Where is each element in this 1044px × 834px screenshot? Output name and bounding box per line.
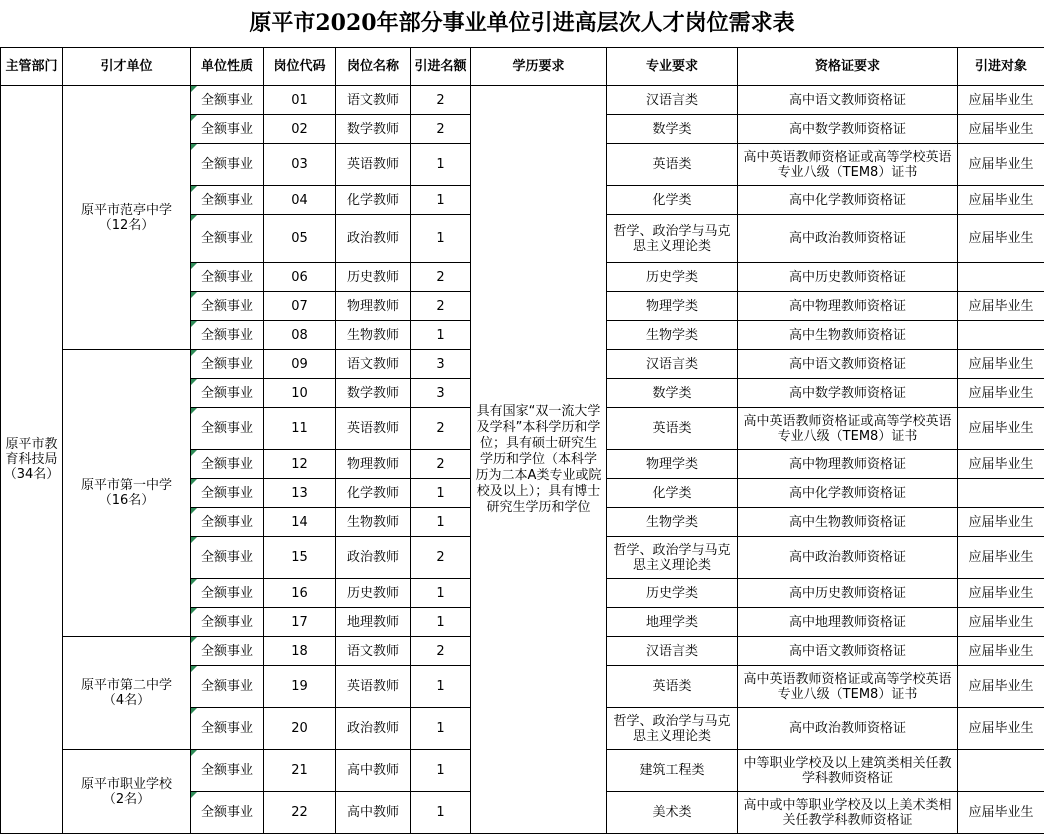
nature-cell: 全额事业 [191, 292, 264, 321]
major-cell: 生物学类 [607, 508, 738, 537]
quota-cell: 2 [411, 115, 471, 144]
major-cell: 英语类 [607, 408, 738, 450]
unit-cell [63, 637, 191, 750]
target-cell: 应届毕业生 [958, 579, 1044, 608]
post-cell: 物理教师 [336, 292, 411, 321]
target-cell: 应届毕业生 [958, 608, 1044, 637]
target-cell: 应届毕业生 [958, 379, 1044, 408]
unit-name: 原平市第二中学 [65, 678, 188, 693]
quota-cell: 2 [411, 537, 471, 579]
major-cell: 地理学类 [607, 608, 738, 637]
nature-cell: 全额事业 [191, 379, 264, 408]
target-cell: 应届毕业生 [958, 537, 1044, 579]
nature-cell: 全额事业 [191, 321, 264, 350]
nature-cell: 全额事业 [191, 215, 264, 263]
nature-cell: 全额事业 [191, 708, 264, 750]
quota-cell: 1 [411, 579, 471, 608]
post-cell: 数学教师 [336, 115, 411, 144]
post-cell: 政治教师 [336, 537, 411, 579]
quota-cell: 1 [411, 144, 471, 186]
nature-cell: 全额事业 [191, 115, 264, 144]
post-cell: 语文教师 [336, 86, 411, 115]
cert-cell: 高中数学教师资格证 [738, 115, 958, 144]
code-cell: 22 [264, 792, 336, 834]
post-cell: 高中教师 [336, 792, 411, 834]
code-cell: 12 [264, 450, 336, 479]
target-cell: 应届毕业生 [958, 792, 1044, 834]
cert-cell: 高中物理教师资格证 [738, 292, 958, 321]
code-cell: 01 [264, 86, 336, 115]
quota-cell: 1 [411, 479, 471, 508]
target-cell: 应届毕业生 [958, 292, 1044, 321]
quota-cell: 1 [411, 792, 471, 834]
cert-cell: 高中或中等职业学校及以上美术类相关任教学科教师资格证 [738, 792, 958, 834]
cert-cell: 中等职业学校及以上建筑类相关任教学科教师资格证 [738, 750, 958, 792]
post-cell: 英语教师 [336, 408, 411, 450]
cert-cell: 高中历史教师资格证 [738, 579, 958, 608]
nature-cell: 全额事业 [191, 579, 264, 608]
target-cell: 应届毕业生 [958, 115, 1044, 144]
header-dept: 主管部门 [1, 48, 63, 86]
table-row [1, 86, 1044, 115]
major-cell: 化学类 [607, 479, 738, 508]
code-cell: 16 [264, 579, 336, 608]
target-cell: 应届毕业生 [958, 450, 1044, 479]
cert-cell: 高中语文教师资格证 [738, 350, 958, 379]
unit-count: （4名） [65, 693, 188, 708]
code-cell: 04 [264, 186, 336, 215]
quota-cell: 1 [411, 186, 471, 215]
unit-name: 原平市职业学校 [65, 777, 188, 792]
unit-name: 原平市第一中学 [65, 478, 188, 493]
page-title: 原平市2020年部分事业单位引进高层次人才岗位需求表 [0, 0, 1044, 47]
code-cell: 11 [264, 408, 336, 450]
target-cell: 应届毕业生 [958, 508, 1044, 537]
cert-cell: 高中物理教师资格证 [738, 450, 958, 479]
nature-cell: 全额事业 [191, 263, 264, 292]
code-cell: 07 [264, 292, 336, 321]
cert-cell: 高中政治教师资格证 [738, 708, 958, 750]
code-cell: 02 [264, 115, 336, 144]
target-cell: 应届毕业生 [958, 215, 1044, 263]
major-cell: 哲学、政治学与马克思主义理论类 [607, 537, 738, 579]
post-cell: 数学教师 [336, 379, 411, 408]
major-cell: 数学类 [607, 115, 738, 144]
post-cell: 英语教师 [336, 144, 411, 186]
code-cell: 19 [264, 666, 336, 708]
major-cell: 汉语言类 [607, 350, 738, 379]
header-cert: 资格证要求 [738, 48, 958, 86]
code-cell: 14 [264, 508, 336, 537]
major-cell: 生物学类 [607, 321, 738, 350]
post-cell: 语文教师 [336, 350, 411, 379]
target-cell: 应届毕业生 [958, 666, 1044, 708]
quota-cell: 3 [411, 350, 471, 379]
post-cell: 地理教师 [336, 608, 411, 637]
nature-cell: 全额事业 [191, 666, 264, 708]
cert-cell: 高中化学教师资格证 [738, 186, 958, 215]
code-cell: 03 [264, 144, 336, 186]
nature-cell: 全额事业 [191, 508, 264, 537]
education-requirement-cell: 具有国家“双一流大学及学科”本科学历和学位；具有硕士研究生学历和学位（本科学历为二本A类专业或院校及以上）；具有博士研究生学历和学位 [471, 86, 607, 834]
major-cell: 汉语言类 [607, 86, 738, 115]
nature-cell: 全额事业 [191, 350, 264, 379]
target-cell: 应届毕业生 [958, 408, 1044, 450]
quota-cell: 2 [411, 86, 471, 115]
quota-cell: 1 [411, 750, 471, 792]
target-cell: 应届毕业生 [958, 637, 1044, 666]
target-cell [958, 750, 1044, 792]
department-cell: 原平市教育科技局（34名） [1, 86, 63, 834]
post-cell: 历史教师 [336, 263, 411, 292]
major-cell: 建筑工程类 [607, 750, 738, 792]
post-cell: 高中教师 [336, 750, 411, 792]
code-cell: 08 [264, 321, 336, 350]
unit-cell [63, 350, 191, 637]
cert-cell: 高中数学教师资格证 [738, 379, 958, 408]
post-cell: 语文教师 [336, 637, 411, 666]
cert-cell: 高中英语教师资格证或高等学校英语专业八级（TEM8）证书 [738, 144, 958, 186]
code-cell: 05 [264, 215, 336, 263]
nature-cell: 全额事业 [191, 408, 264, 450]
major-cell: 化学类 [607, 186, 738, 215]
nature-cell: 全额事业 [191, 750, 264, 792]
header-nature: 单位性质 [191, 48, 264, 86]
major-cell: 美术类 [607, 792, 738, 834]
header-row [1, 48, 1044, 86]
nature-cell: 全额事业 [191, 537, 264, 579]
header-post: 岗位名称 [336, 48, 411, 86]
major-cell: 英语类 [607, 666, 738, 708]
unit-cell [63, 86, 191, 350]
post-cell: 化学教师 [336, 479, 411, 508]
major-cell: 历史学类 [607, 263, 738, 292]
nature-cell: 全额事业 [191, 186, 264, 215]
post-cell: 政治教师 [336, 708, 411, 750]
cert-cell: 高中生物教师资格证 [738, 508, 958, 537]
nature-cell: 全额事业 [191, 637, 264, 666]
major-cell: 英语类 [607, 144, 738, 186]
cert-cell: 高中政治教师资格证 [738, 215, 958, 263]
post-cell: 历史教师 [336, 579, 411, 608]
post-cell: 英语教师 [336, 666, 411, 708]
cert-cell: 高中英语教师资格证或高等学校英语专业八级（TEM8）证书 [738, 666, 958, 708]
nature-cell: 全额事业 [191, 792, 264, 834]
quota-cell: 2 [411, 292, 471, 321]
quota-cell: 1 [411, 666, 471, 708]
quota-cell: 2 [411, 263, 471, 292]
target-cell: 应届毕业生 [958, 144, 1044, 186]
target-cell: 应届毕业生 [958, 186, 1044, 215]
major-cell: 哲学、政治学与马克思主义理论类 [607, 708, 738, 750]
major-cell: 历史学类 [607, 579, 738, 608]
code-cell: 10 [264, 379, 336, 408]
quota-cell: 1 [411, 321, 471, 350]
nature-cell: 全额事业 [191, 479, 264, 508]
code-cell: 18 [264, 637, 336, 666]
quota-cell: 2 [411, 637, 471, 666]
code-cell: 21 [264, 750, 336, 792]
target-cell: 应届毕业生 [958, 86, 1044, 115]
post-cell: 生物教师 [336, 321, 411, 350]
cert-cell: 高中化学教师资格证 [738, 479, 958, 508]
quota-cell: 2 [411, 408, 471, 450]
code-cell: 17 [264, 608, 336, 637]
target-cell [958, 321, 1044, 350]
nature-cell: 全额事业 [191, 450, 264, 479]
unit-count: （2名） [65, 792, 188, 807]
quota-cell: 1 [411, 215, 471, 263]
quota-cell: 2 [411, 450, 471, 479]
post-cell: 物理教师 [336, 450, 411, 479]
major-cell: 汉语言类 [607, 637, 738, 666]
target-cell: 应届毕业生 [958, 350, 1044, 379]
recruitment-table [0, 47, 1044, 834]
header-unit: 引才单位 [63, 48, 191, 86]
code-cell: 20 [264, 708, 336, 750]
post-cell: 化学教师 [336, 186, 411, 215]
code-cell: 09 [264, 350, 336, 379]
post-cell: 生物教师 [336, 508, 411, 537]
code-cell: 13 [264, 479, 336, 508]
quota-cell: 1 [411, 708, 471, 750]
quota-cell: 1 [411, 508, 471, 537]
unit-name: 原平市范亭中学 [65, 203, 188, 218]
cert-cell: 高中语文教师资格证 [738, 637, 958, 666]
quota-cell: 1 [411, 608, 471, 637]
unit-count: （12名） [65, 218, 188, 233]
code-cell: 06 [264, 263, 336, 292]
code-cell: 15 [264, 537, 336, 579]
cert-cell: 高中英语教师资格证或高等学校英语专业八级（TEM8）证书 [738, 408, 958, 450]
header-quota: 引进名额 [411, 48, 471, 86]
cert-cell: 高中政治教师资格证 [738, 537, 958, 579]
header-major: 专业要求 [607, 48, 738, 86]
nature-cell: 全额事业 [191, 608, 264, 637]
unit-count: （16名） [65, 493, 188, 508]
post-cell: 政治教师 [336, 215, 411, 263]
cert-cell: 高中历史教师资格证 [738, 263, 958, 292]
nature-cell: 全额事业 [191, 144, 264, 186]
cert-cell: 高中生物教师资格证 [738, 321, 958, 350]
nature-cell: 全额事业 [191, 86, 264, 115]
target-cell [958, 479, 1044, 508]
quota-cell: 3 [411, 379, 471, 408]
header-edu: 学历要求 [471, 48, 607, 86]
target-cell: 应届毕业生 [958, 708, 1044, 750]
target-cell [958, 263, 1044, 292]
major-cell: 哲学、政治学与马克思主义理论类 [607, 215, 738, 263]
cert-cell: 高中地理教师资格证 [738, 608, 958, 637]
major-cell: 物理学类 [607, 450, 738, 479]
major-cell: 数学类 [607, 379, 738, 408]
header-code: 岗位代码 [264, 48, 336, 86]
major-cell: 物理学类 [607, 292, 738, 321]
header-target: 引进对象 [958, 48, 1044, 86]
cert-cell: 高中语文教师资格证 [738, 86, 958, 115]
